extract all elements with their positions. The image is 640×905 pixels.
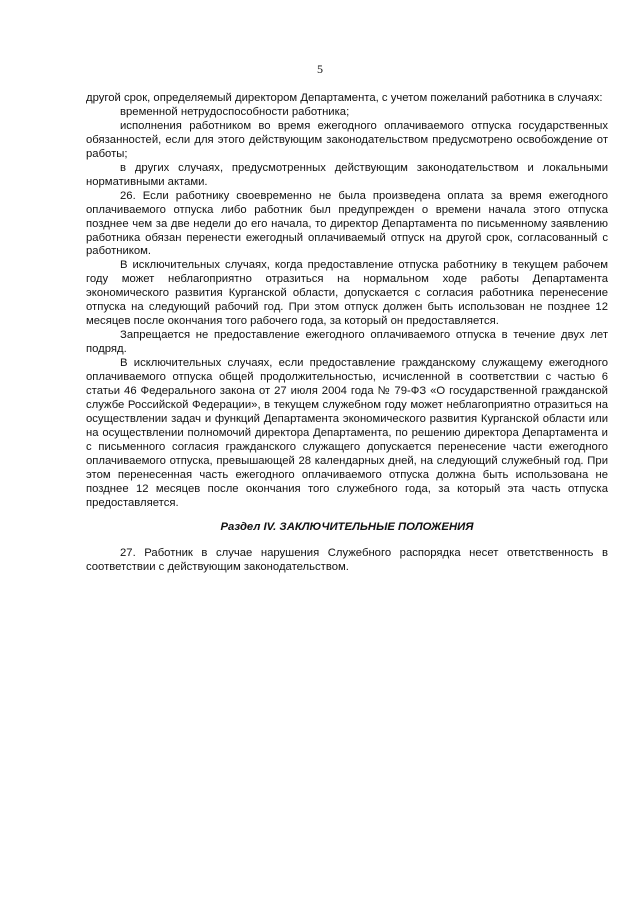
list-item-temporary-disability: временной нетрудоспособности работника; xyxy=(120,105,350,118)
document-body xyxy=(86,92,608,574)
paragraph-civil-servant-leave: В исключительных случаях, если предоставление гражданскому служащему ежегодного оплачиваемого отпуска общей продолжительностью, исчисленной в соответствии с частью 6 статьи 46 Федерального закона от 27 июля 2004 года № 79-ФЗ «О государственной гражданской службе Российской Федерации», в текущем служебном году может неблагоприятно отразиться на осуществлении задач и функций Департамента экономического развития Курганской области или на осуществлении полномочий директора Департамента, по решению директора Департамента и с письменного согласия гражданского служащего допускается перенесение части ежегодного оплачиваемого отпуска, превышающей 28 календарных дней, на следующий служебный год. При этом перенесенная часть ежегодного оплачиваемого отпуска должна быть использована не позднее 12 месяцев после окончания того служебного года, за который эта часть отпуска предоставляется. xyxy=(86,357,608,509)
list-item-other-cases: в других случаях, предусмотренных действующим законодательством и локальными нормативными актами. xyxy=(86,161,608,188)
paragraph-27: 27. Работник в случае нарушения Служебного распорядка несет ответственность в соответствии с действующим законодательством. xyxy=(86,546,608,573)
paragraph-prohibition: Запрещается не предоставление ежегодного оплачиваемого отпуска в течение двух лет подряд. xyxy=(86,329,608,356)
paragraph-continuation: другой срок, определяемый директором Департамента, с учетом пожеланий работника в случаях: xyxy=(86,92,603,104)
list-item-state-duties: исполнения работником во время ежегодного оплачиваемого отпуска государственных обязанностей, если для этого действующим законодательством предусмотрено освобождение от работы; xyxy=(86,119,608,160)
page-number: 5 xyxy=(317,62,323,76)
section-heading: Раздел IV. ЗАКЛЮЧИТЕЛЬНЫЕ ПОЛОЖЕНИЯ xyxy=(220,520,474,533)
paragraph-exceptional-cases: В исключительных случаях, когда предоставление отпуска работнику в текущем рабочем году может неблагоприятно отразиться на нормальном ходе работы Департамента экономического развития Курганской области, допускается с согласия работника перенесение отпуска на следующий рабочий год. При этом отпуск должен быть использован не позднее 12 месяцев после окончания того рабочего года, за который он предоставляется. xyxy=(86,259,608,328)
paragraph-26: 26. Если работнику своевременно не была произведена оплата за время ежегодного оплачиваемого отпуска либо работник был предупрежден о времени начала этого отпуска позднее чем за две недели до его начала, то директор Департамента по письменному заявлению работника обязан перенести ежегодный оплачиваемый отпуск на другой срок, согласованный с работником. xyxy=(86,189,608,258)
